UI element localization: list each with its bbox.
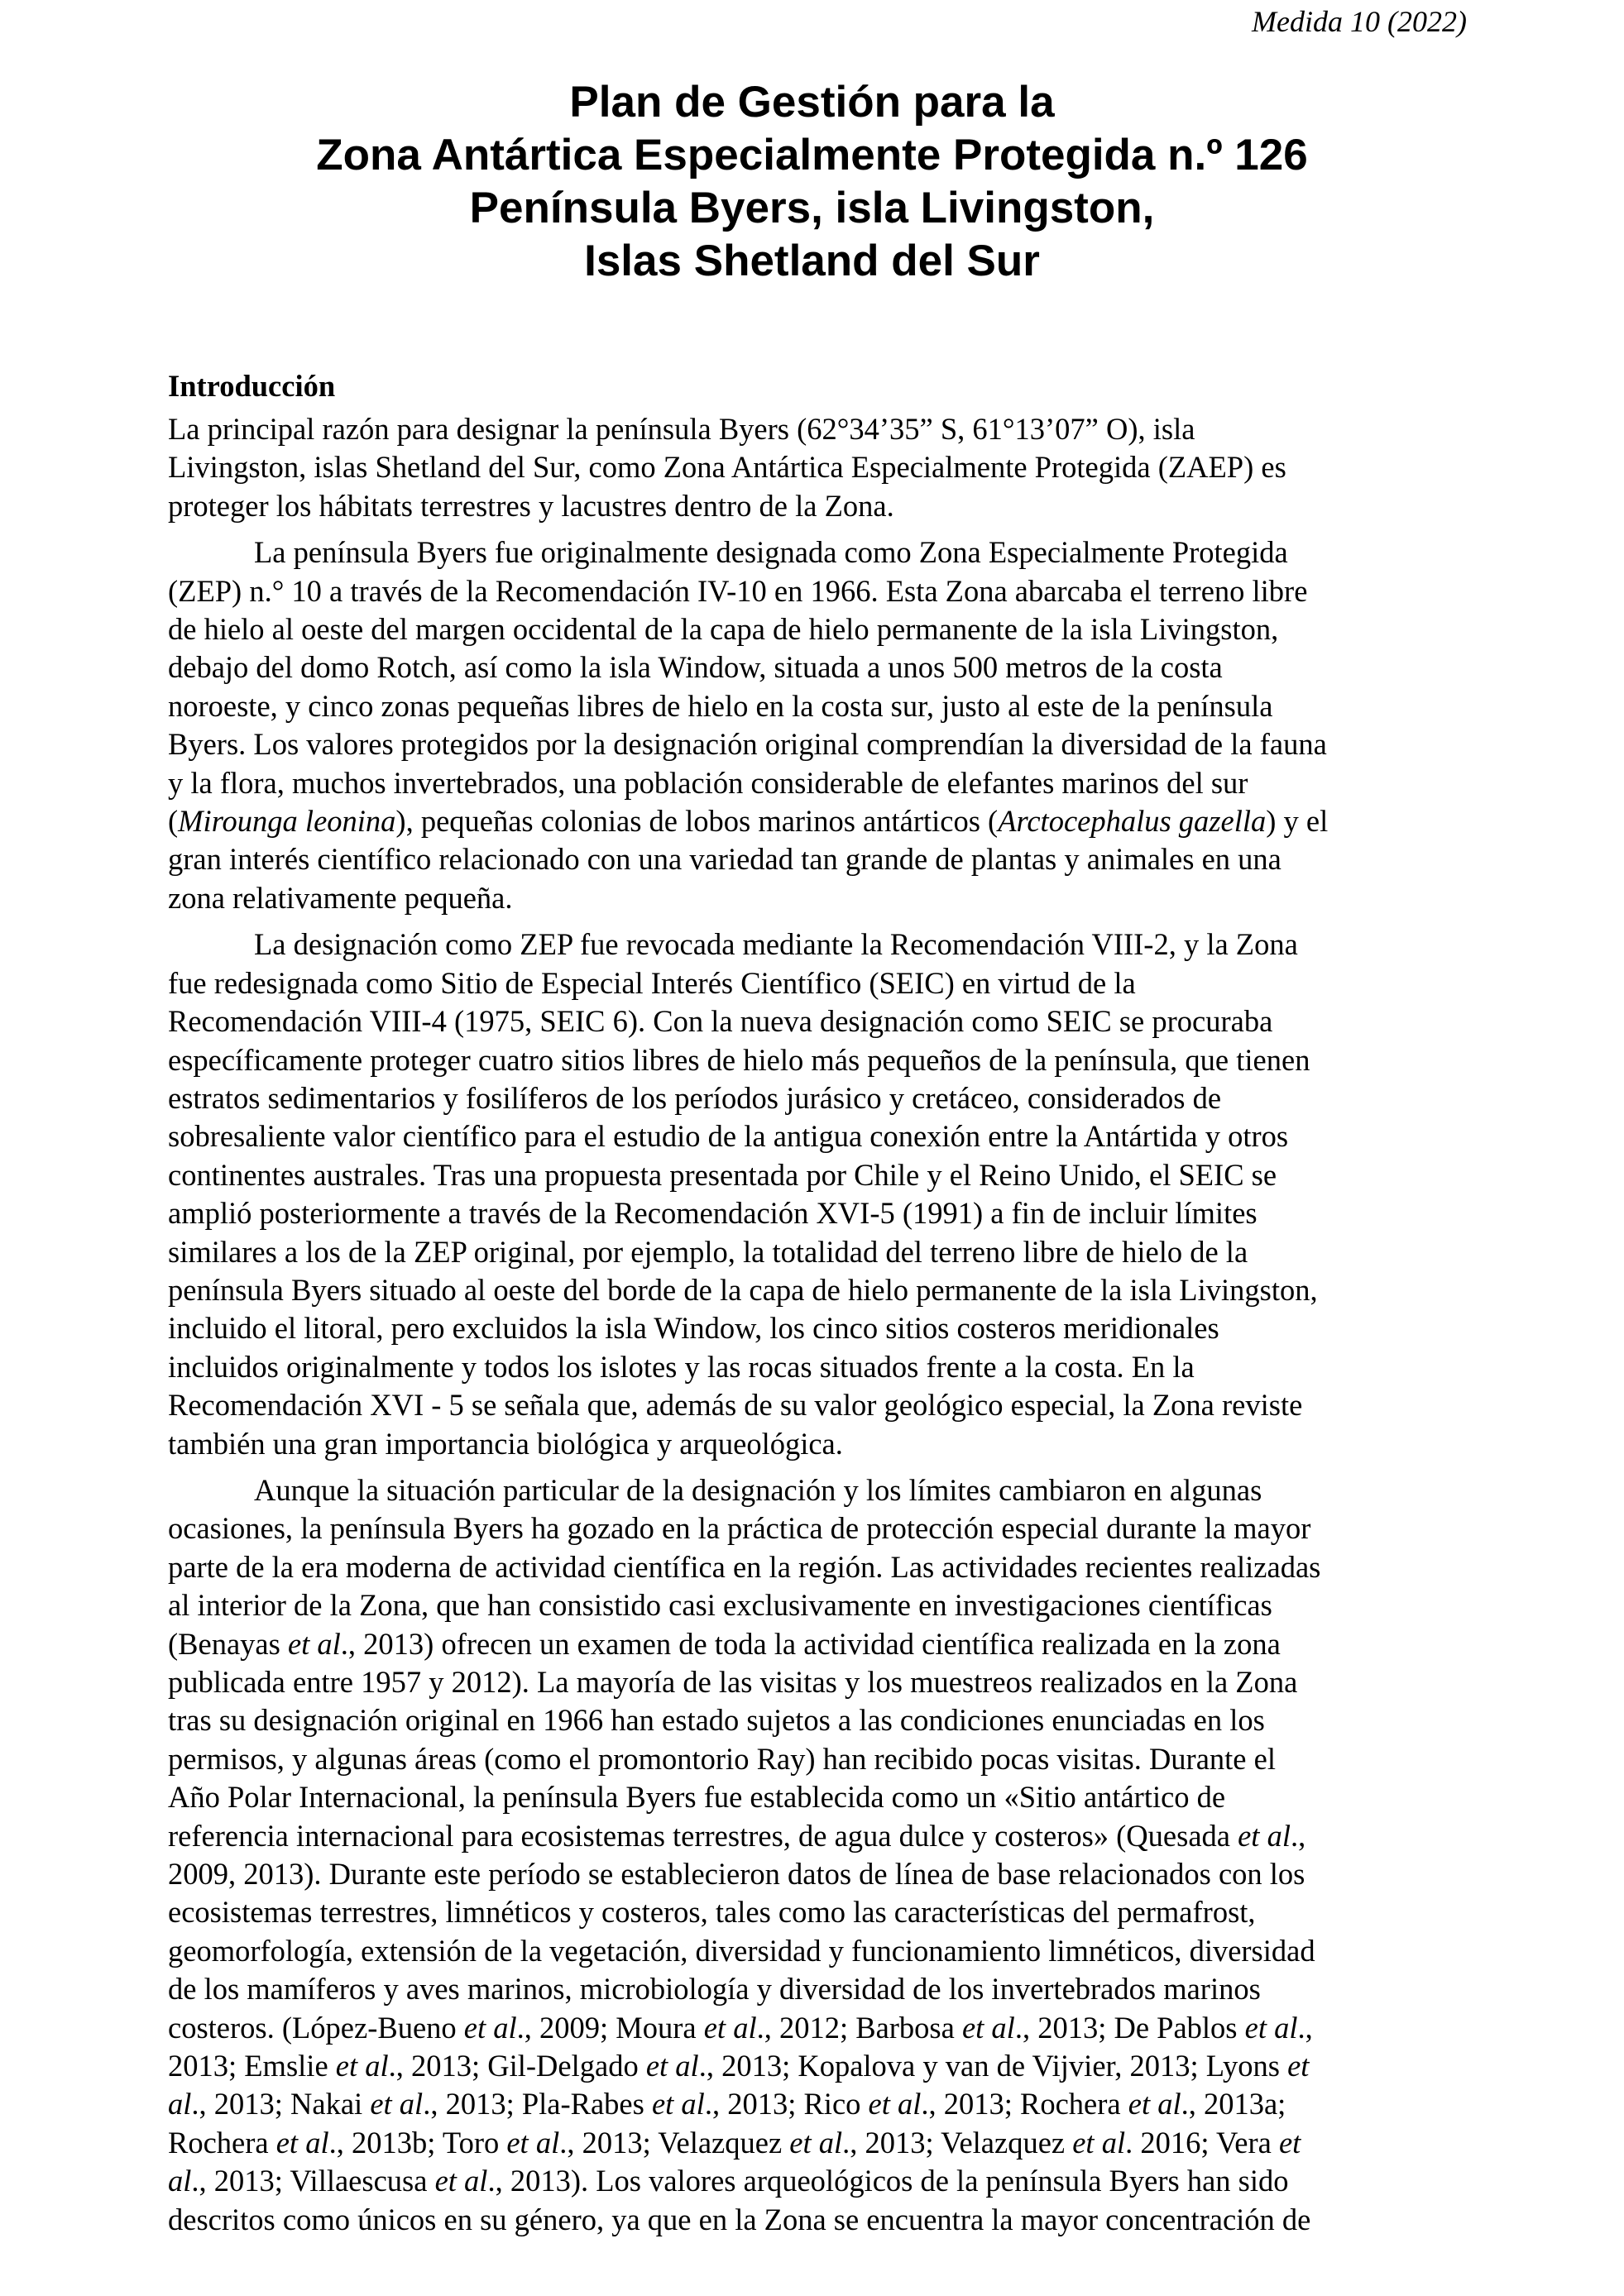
text-line: [168, 533, 1475, 572]
text-run: 2013; Emslie: [168, 2049, 336, 2083]
text-run: . 2016; Vera: [1125, 2125, 1279, 2160]
text-run: Livingston, islas Shetland del Sur, como Zona Antártica Especialmente Protegida (ZAEP) es: [168, 450, 1286, 485]
text-run: sobresaliente valor científico para el estudio de la antigua conexión entre la Antártida y otros: [168, 1119, 1289, 1154]
title-line: Península Byers, isla Livingston,: [469, 184, 1155, 232]
text-run: continentes australes. Tras una propuesta presentada por Chile y el Reino Unido, el SEIC se: [168, 1157, 1277, 1192]
text-run: .,: [1290, 1818, 1306, 1853]
italic-text: et: [1287, 2049, 1310, 2083]
text-run: ., 2013) ofrecen un examen de toda la actividad científica realizada en la zona: [340, 1626, 1281, 1661]
italic-text: et al: [703, 2010, 757, 2045]
italic-text: et al: [335, 2049, 389, 2083]
text-run: estratos sedimentarios y fosilíferos de los períodos jurásico y cretáceo, considerados de: [168, 1080, 1222, 1115]
text-run: península Byers situado al oeste del borde de la capa de hielo permanente de la isla Livingston,: [168, 1272, 1318, 1307]
text-line: [168, 879, 1475, 917]
text-line: [168, 926, 1475, 964]
text-run: Recomendación VIII-4 (1975, SEIC 6). Con la nueva designación como SEIC se procuraba: [168, 1004, 1273, 1039]
italic-text: et al: [506, 2125, 560, 2160]
body-paragraph: [168, 410, 1475, 525]
body-paragraph: [168, 1471, 1475, 2239]
text-line: [168, 2009, 1475, 2047]
text-run: descritos como únicos en su género, ya que en la Zona se encuentra la mayor concentración de: [168, 2202, 1311, 2236]
text-line: [168, 1509, 1475, 1547]
italic-text: et al: [1244, 2010, 1298, 2045]
italic-text: al: [168, 2087, 192, 2121]
text-run: gran interés científico relacionado con una variedad tan grande de plantas y animales en una: [168, 842, 1281, 877]
text-run: ., 2013; Velazquez: [559, 2125, 790, 2160]
text-line: [168, 2124, 1475, 2162]
text-line: [168, 1425, 1475, 1463]
text-line: [168, 1701, 1475, 1739]
text-run: ., 2013; Rochera: [921, 2087, 1128, 2121]
document-title: [165, 76, 1459, 288]
text-run: ocasiones, la península Byers ha gozado en la práctica de protección especial durante la mayor: [168, 1511, 1311, 1546]
text-run: (Benayas: [168, 1626, 288, 1661]
italic-text: et al: [370, 2087, 424, 2121]
text-line: [168, 1932, 1475, 1970]
text-run: ., 2013; Velazquez: [842, 2125, 1073, 2160]
text-run: ., 2013; Pla-Rabes: [423, 2087, 652, 2121]
text-line: [168, 1348, 1475, 1386]
text-run: ., 2013). Los valores arqueológicos de la península Byers han sido: [487, 2164, 1289, 2198]
text-line: [168, 725, 1475, 763]
text-run: (ZEP) n.° 10 a través de la Recomendación IV-10 en 1966. Esta Zona abarcaba el terreno libre: [168, 573, 1308, 608]
text-run: fue redesignada como Sitio de Especial Interés Científico (SEIC) en virtud de la: [168, 965, 1136, 1000]
text-run: La principal razón para designar la península Byers (62°34’35” S, 61°13’07” O), isla: [168, 412, 1195, 446]
text-line: [168, 840, 1475, 878]
text-run: ) y el: [1266, 804, 1329, 839]
text-run: proteger los hábitats terrestres y lacustres dentro de la Zona.: [168, 488, 894, 523]
text-run: .,: [1297, 2010, 1313, 2045]
text-run: (: [168, 804, 179, 839]
text-line: [168, 2162, 1475, 2200]
italic-text: et al: [961, 2010, 1015, 2045]
text-run: específicamente proteger cuatro sitios libres de hielo más pequeños de la península, que tienen: [168, 1042, 1310, 1077]
text-line: [168, 648, 1475, 686]
title-line: Plan de Gestión para la: [569, 78, 1055, 127]
text-run: tras su designación original en 1966 han estado sujetos a las condiciones enunciadas en los: [168, 1703, 1265, 1738]
text-line: [168, 448, 1475, 486]
text-run: publicada entre 1957 y 2012). La mayoría de las visitas y los muestreos realizados en la Zona: [168, 1665, 1298, 1699]
italic-text: et al: [275, 2125, 329, 2160]
text-run: ., 2013; Kopalova y van de Vijvier, 2013; Lyons: [698, 2049, 1288, 2083]
text-run: La designación como ZEP fue revocada mediante la Recomendación VIII-2, y la Zona: [254, 927, 1298, 962]
text-line: [168, 964, 1475, 1002]
text-run: permisos, y algunas áreas (como el promontorio Ray) han recibido pocas visitas. Durante el: [168, 1741, 1276, 1776]
text-line: [168, 1625, 1475, 1663]
text-run: incluidos originalmente y todos los islotes y las rocas situados frente a la costa. En la: [168, 1349, 1195, 1384]
italic-text: et al: [1128, 2087, 1181, 2121]
text-line: [168, 1002, 1475, 1040]
text-line: [168, 1471, 1475, 1509]
text-line: [168, 1117, 1475, 1155]
text-line: [168, 1041, 1475, 1079]
text-line: [168, 572, 1475, 610]
text-run: ., 2013a;: [1181, 2087, 1286, 2121]
text-line: [168, 1663, 1475, 1701]
text-line: [168, 1233, 1475, 1271]
text-run: amplió posteriormente a través de la Recomendación XVI-5 (1991) a fin de incluir límites: [168, 1196, 1258, 1231]
text-run: ., 2013; Gil-Delgado: [388, 2049, 646, 2083]
text-run: ., 2013b; Toro: [328, 2125, 507, 2160]
text-run: referencia internacional para ecosistemas terrestres, de agua dulce y costeros» (Quesada: [168, 1818, 1238, 1853]
text-line: [168, 2085, 1475, 2123]
text-run: de los mamíferos y aves marinos, microbiología y diversidad de los invertebrados marinos: [168, 1972, 1261, 2007]
body-paragraph: [168, 533, 1475, 917]
text-line: [168, 487, 1475, 525]
text-run: similares a los de la ZEP original, por ejemplo, la totalidad del terreno libre de hielo de la: [168, 1234, 1248, 1269]
section-heading: Introducción: [168, 369, 336, 403]
text-run: Rochera: [168, 2125, 276, 2160]
text-line: [168, 610, 1475, 648]
paragraph-list: [168, 410, 1475, 2239]
body-paragraph: [168, 926, 1475, 1463]
text-run: también una gran importancia biológica y arqueológica.: [168, 1426, 843, 1461]
text-run: ., 2013; Nakai: [191, 2087, 371, 2121]
text-line: [168, 1309, 1475, 1347]
title-line: Zona Antártica Especialmente Protegida n.º 126: [316, 131, 1308, 179]
text-run: de hielo al oeste del margen occidental de la capa de hielo permanente de la isla Livingston,: [168, 612, 1279, 647]
italic-text: al: [168, 2164, 192, 2198]
text-run: La península Byers fue originalmente designada como Zona Especialmente Protegida: [254, 535, 1288, 570]
text-run: noroeste, y cinco zonas pequeñas libres de hielo en la costa sur, justo al este de la península: [168, 688, 1273, 723]
text-line: [168, 1855, 1475, 1893]
text-line: [168, 1156, 1475, 1194]
text-line: [168, 1586, 1475, 1624]
text-line: [168, 687, 1475, 725]
text-run: incluido el litoral, pero excluidos la isla Window, los cinco sitios costeros meridionales: [168, 1311, 1219, 1346]
text-line: [168, 1271, 1475, 1309]
text-run: Byers. Los valores protegidos por la designación original comprendían la diversidad de la fauna: [168, 727, 1327, 762]
text-line: [168, 1740, 1475, 1778]
italic-text: et: [1278, 2125, 1301, 2160]
text-run: ., 2013; Rico: [704, 2087, 869, 2121]
text-run: parte de la era moderna de actividad científica en la región. Las actividades recientes realizadas: [168, 1549, 1321, 1584]
italic-text: et al: [651, 2087, 705, 2121]
text-run: ., 2013; De Pablos: [1014, 2010, 1245, 2045]
text-run: al interior de la Zona, que han consistido casi exclusivamente en investigaciones científicas: [168, 1588, 1272, 1623]
text-run: Año Polar Internacional, la península Byers fue establecida como un «Sitio antártico de: [168, 1780, 1226, 1815]
title-line: Islas Shetland del Sur: [584, 237, 1040, 285]
text-run: Recomendación XVI - 5 se señala que, además de su valor geológico especial, la Zona reviste: [168, 1388, 1303, 1423]
text-line: [168, 1079, 1475, 1117]
text-line: [168, 1817, 1475, 1855]
text-run: geomorfología, extensión de la vegetación, diversidad y funcionamiento limnéticos, diversidad: [168, 1933, 1315, 1968]
text-line: [168, 764, 1475, 802]
text-line: [168, 1386, 1475, 1424]
text-line: [168, 2201, 1475, 2239]
text-line: [168, 1778, 1475, 1816]
text-line: [168, 2047, 1475, 2085]
measure-reference: Medida 10 (2022): [1252, 5, 1467, 38]
text-run: zona relativamente pequeña.: [168, 880, 513, 915]
text-run: debajo del domo Rotch, así como la isla Window, situada a unos 500 metros de la costa: [168, 650, 1223, 685]
text-line: [168, 1970, 1475, 2008]
italic-text: Mirounga leonina: [178, 804, 396, 839]
text-line: [168, 1893, 1475, 1931]
text-run: ., 2012; Barbosa: [756, 2010, 962, 2045]
text-line: [168, 1194, 1475, 1232]
document-body: [168, 366, 1475, 2247]
text-run: ., 2013; Villaescusa: [191, 2164, 435, 2198]
italic-text: et al: [1072, 2125, 1126, 2160]
text-run: Aunque la situación particular de la designación y los límites cambiaron en algunas: [254, 1472, 1262, 1507]
italic-text: et al: [789, 2125, 843, 2160]
text-run: costeros. (López-Bueno: [168, 2010, 464, 2045]
italic-text: et al: [287, 1626, 341, 1661]
italic-text: et al: [645, 2049, 699, 2083]
text-line: [168, 410, 1475, 448]
italic-text: et al: [1238, 1818, 1291, 1853]
text-run: ), pequeñas colonias de lobos marinos antárticos (: [395, 804, 999, 839]
text-run: ecosistemas terrestres, limnéticos y costeros, tales como las características del permafrost,: [168, 1895, 1256, 1930]
text-run: y la flora, muchos invertebrados, una población considerable de elefantes marinos del sur: [168, 765, 1248, 800]
italic-text: Arctocephalus gazella: [998, 804, 1267, 839]
italic-text: et al: [434, 2164, 488, 2198]
text-run: 2009, 2013). Durante este período se establecieron datos de línea de base relacionados con los: [168, 1857, 1305, 1892]
italic-text: et al: [463, 2010, 517, 2045]
italic-text: et al: [868, 2087, 922, 2121]
text-line: [168, 1548, 1475, 1586]
text-line: [168, 802, 1475, 840]
text-run: ., 2009; Moura: [516, 2010, 704, 2045]
